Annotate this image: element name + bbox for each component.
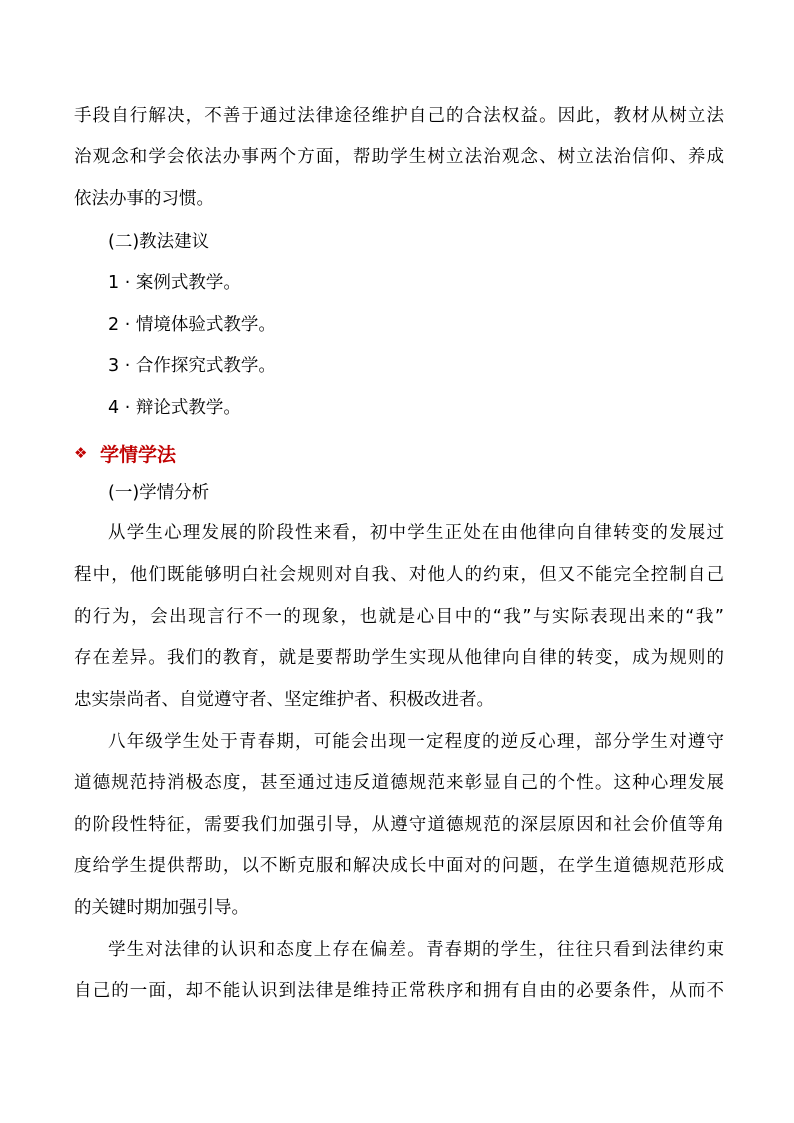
analysis-p1-line-1: 从学生心理发展的阶段性来看，初中学生正处在由他律向自律转变的发展过 — [108, 523, 724, 543]
intro-line-2: 治观念和学会依法办事两个方面，帮助学生树立法治观念、树立法治信仰、养成 — [74, 147, 724, 167]
analysis-p2-line-3: 的阶段性特征，需要我们加强引导，从遵守道德规范的深层原因和社会价值等角 — [74, 815, 724, 835]
analysis-p2-line-2: 道德规范持消极态度，甚至通过违反道德规范来彰显自己的个性。这种心理发展 — [74, 773, 724, 793]
analysis-p2-line-1: 八年级学生处于青春期，可能会出现一定程度的逆反心理，部分学生对遵守 — [108, 732, 724, 752]
methods-item-1: 1 · 案例式教学。 — [108, 273, 241, 293]
methods-title: (二)教法建议 — [108, 232, 210, 252]
section-title: 学情学法 — [100, 443, 177, 466]
analysis-title: (一)学情分析 — [108, 483, 210, 503]
analysis-p1-line-2: 程中，他们既能够明白社会规则对自我、对他人的约束，但又不能完全控制自己 — [74, 565, 724, 585]
methods-item-3: 3 · 合作探究式教学。 — [108, 356, 276, 376]
analysis-p2-line-5: 的关键时期加强引导。 — [74, 898, 249, 918]
analysis-p1-line-4: 存在差异。我们的教育，就是要帮助学生实现从他律向自律的转变，成为规则的 — [74, 648, 724, 668]
analysis-p1-line-5: 忠实崇尚者、自觉遵守者、坚定维护者、积极改进者。 — [74, 690, 494, 710]
intro-line-1: 手段自行解决，不善于通过法律途径维护自己的合法权益。因此，教材从树立法 — [74, 106, 724, 126]
intro-line-3: 依法办事的习惯。 — [74, 189, 214, 209]
analysis-p3-line-1: 学生对法律的认识和态度上存在偏差。青春期的学生，往往只看到法律约束 — [108, 940, 724, 960]
analysis-p2-line-4: 度给学生提供帮助，以不断克服和解决成长中面对的问题，在学生道德规范形成 — [74, 856, 724, 876]
section-heading — [74, 440, 176, 466]
diamond-bullet-icon: ❖ — [74, 444, 88, 462]
methods-item-2: 2 · 情境体验式教学。 — [108, 315, 276, 335]
methods-item-4: 4 · 辩论式教学。 — [108, 398, 241, 418]
analysis-p3-line-2: 自己的一面，却不能认识到法律是维持正常秩序和拥有自由的必要条件，从而不 — [74, 981, 724, 1001]
analysis-p1-line-3: 的行为，会出现言行不一的现象，也就是心目中的“我”与实际表现出来的“我” — [74, 607, 724, 627]
